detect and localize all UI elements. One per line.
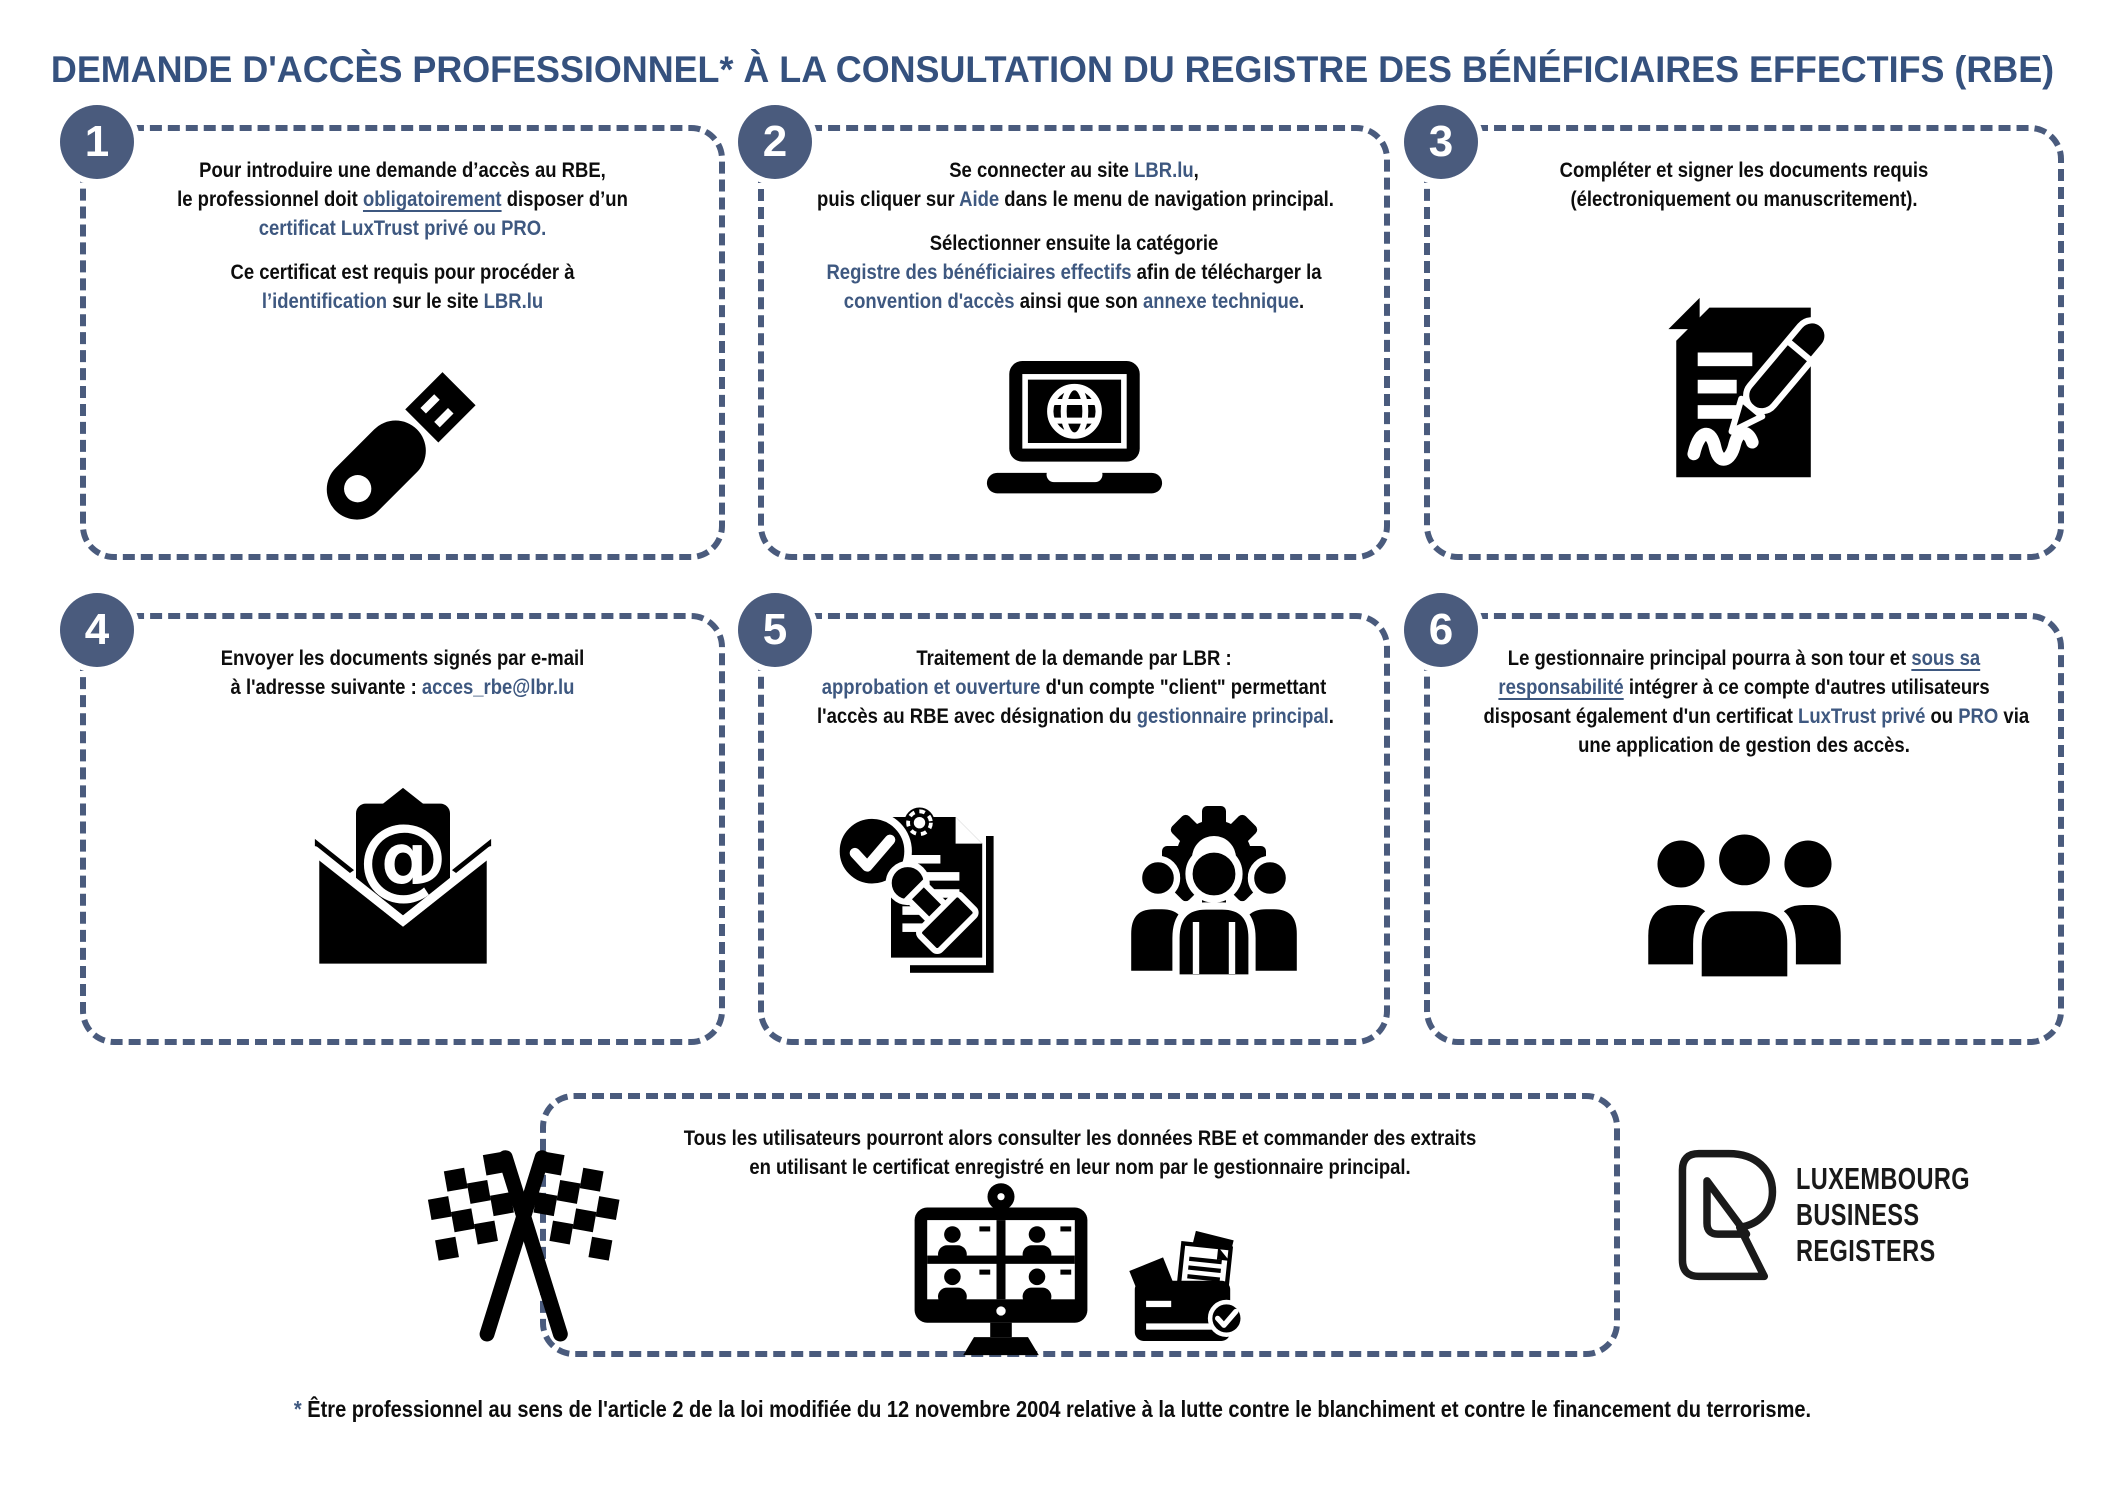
step-4-box (80, 605, 725, 1045)
laptop-globe-icon (972, 353, 1177, 533)
svg-text:@: @ (357, 805, 448, 911)
step-5-number-badge (738, 593, 812, 667)
step-6-number: 6 (1428, 605, 1454, 654)
step-3-number-badge (1404, 105, 1478, 179)
step-3-box (1424, 117, 2064, 560)
documents-check-icon (1122, 1228, 1248, 1346)
lbr-logo-text (1796, 1161, 1970, 1269)
video-call-icon (893, 1182, 1109, 1359)
step-1-icon-area (86, 332, 719, 554)
lbr-logo-mark (1662, 1140, 1782, 1290)
step-5-box (758, 605, 1390, 1045)
step-1-text: Pour introduire une demande d’accès au RBE, le professionnel doit obligatoirement disposer d’un certificat LuxTrust privé ou PRO. Ce certificat est requis pour procéder à l’identification sur le site LBR.lu (177, 159, 628, 313)
signed-document-icon (1647, 294, 1842, 489)
lbr-logo (1662, 1140, 2025, 1290)
users-group-icon (1642, 821, 1847, 993)
step-2-icon-area (764, 332, 1384, 554)
step-4-icon-area (86, 718, 719, 1039)
step-4-number: 4 (84, 605, 110, 654)
step-2-number-badge (738, 105, 812, 179)
step-6-text: Le gestionnaire principal pourra à son tour et sous sa responsabilité intégrer à ce compte d'autres utilisateurs disposant également d'un certificat LuxTrust privé ou PRO via une application de gestion des accès. (1483, 647, 2030, 757)
lbr-logo-line2: BUSINESS (1796, 1197, 1920, 1233)
step-4-number-badge (60, 593, 134, 667)
step-3-number: 3 (1428, 117, 1454, 166)
step-6-box (1424, 605, 2064, 1045)
step-6-icon-area (1430, 776, 2058, 1039)
step-5-icon-area (764, 747, 1384, 1039)
step-1-number-badge (60, 105, 134, 179)
step-2-number: 2 (762, 117, 788, 166)
step-2-box (758, 117, 1390, 560)
checkered-flags-icon (400, 1128, 652, 1366)
step-3-text: Compléter et signer les documents requis (électroniquement ou manuscritement). (1559, 159, 1929, 211)
step-3-icon-area (1430, 230, 2058, 554)
step-5-number: 5 (762, 605, 788, 654)
step-2-text: Se connecter au site LBR.lu, puis cliquer sur Aide dans le menu de navigation principal. Sélectionner ensuite la catégorie Registre des bénéficiaires effectifs afin de télécharger la convention d'accès ainsi que son annexe technique. (817, 159, 1334, 313)
email-envelope-icon (304, 784, 502, 972)
step-4-text: Envoyer les documents signés par e-mail à l'adresse suivante : acces_rbe@lbr.lu (220, 647, 585, 699)
step-6-number-badge (1404, 593, 1478, 667)
page-title: DEMANDE D'ACCÈS PROFESSIONNEL* À LA CONSULTATION DU REGISTRE DES BÉNÉFICIAIRES EFFECTIFS (RBE) (50, 48, 2055, 90)
approved-document-icon (834, 798, 1024, 988)
footnote: * Être professionnel au sens de l'article 2 de la loi modifiée du 12 novembre 2004 relative à la lutte contre le blanchiment et contre le financement du terrorisme. (293, 1396, 1812, 1422)
lbr-logo-line1: LUXEMBOURG (1796, 1161, 1970, 1197)
usb-stick-icon (305, 345, 500, 540)
step-1-box (80, 117, 725, 560)
team-gear-icon (1114, 798, 1314, 988)
step-5-text: Traitement de la demande par LBR : approbation et ouverture d'un compte "client" permettant l'accès au RBE avec désignation du gestionnaire principal. (817, 647, 1334, 728)
step-1-number: 1 (84, 117, 110, 166)
lbr-logo-line3: REGISTERS (1796, 1232, 1936, 1268)
final-text: Tous les utilisateurs pourront alors consulter les données RBE et commander des extraits en utilisant le certificat enregistré en leur nom par le gestionnaire principal. (683, 1127, 1477, 1179)
